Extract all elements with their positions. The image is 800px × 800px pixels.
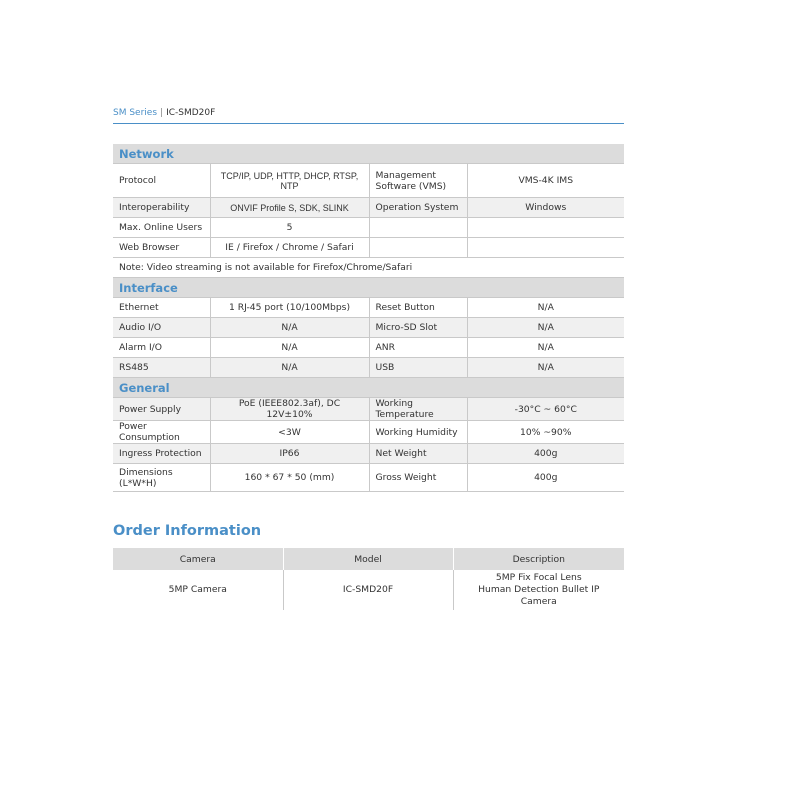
spec-value: <3W bbox=[210, 421, 369, 444]
spec-value bbox=[467, 238, 624, 258]
spec-value: -30°C ~ 60°C bbox=[467, 398, 624, 421]
spec-row-alarm bbox=[113, 338, 624, 358]
section-general bbox=[113, 378, 624, 398]
order-camera: 5MP Camera bbox=[113, 570, 283, 610]
spec-label bbox=[369, 238, 467, 258]
section-title-network: Network bbox=[113, 144, 624, 164]
order-header-row bbox=[113, 548, 624, 570]
spec-label: Web Browser bbox=[113, 238, 210, 258]
section-title-interface: Interface bbox=[113, 278, 624, 298]
spec-value: 5 bbox=[210, 218, 369, 238]
spec-value: TCP/IP, UDP, HTTP, DHCP, RTSP, NTP bbox=[210, 164, 369, 198]
spec-row-power-supply bbox=[113, 398, 624, 421]
spec-label: Operation System bbox=[369, 198, 467, 218]
spec-value: 400g bbox=[467, 464, 624, 492]
spec-label bbox=[369, 218, 467, 238]
spec-value: ONVIF Profile S, SDK, SLINK bbox=[210, 198, 369, 218]
section-interface bbox=[113, 278, 624, 298]
spec-label: Interoperability bbox=[113, 198, 210, 218]
order-description-line: 5MP Fix Focal Lens bbox=[495, 572, 582, 583]
spec-value: PoE (IEEE802.3af), DC 12V±10% bbox=[210, 398, 369, 421]
spec-label: ANR bbox=[369, 338, 467, 358]
spec-row-max-users bbox=[113, 218, 624, 238]
model-name: IC-SMD20F bbox=[166, 108, 216, 118]
spec-value: N/A bbox=[467, 318, 624, 338]
spec-label: Working Temperature bbox=[369, 398, 467, 421]
spec-value: N/A bbox=[210, 318, 369, 338]
spec-label: Power Supply bbox=[113, 398, 210, 421]
spec-value: IE / Firefox / Chrome / Safari bbox=[210, 238, 369, 258]
spec-label: Audio I/O bbox=[113, 318, 210, 338]
spec-label: Management Software (VMS) bbox=[369, 164, 467, 198]
spec-value: N/A bbox=[210, 338, 369, 358]
spec-value: 10% ~90% bbox=[467, 421, 624, 444]
spec-value: N/A bbox=[467, 298, 624, 318]
spec-label: Net Weight bbox=[369, 444, 467, 464]
document-header bbox=[113, 108, 624, 124]
spec-row-protocol bbox=[113, 164, 624, 198]
spec-label: Gross Weight bbox=[369, 464, 467, 492]
spec-label: Power Consumption bbox=[113, 421, 210, 444]
spec-label: Working Humidity bbox=[369, 421, 467, 444]
spec-value: N/A bbox=[467, 338, 624, 358]
order-table bbox=[113, 548, 624, 610]
spec-value: N/A bbox=[210, 358, 369, 378]
order-model: IC-SMD20F bbox=[283, 570, 453, 610]
spec-value: 1 RJ-45 port (10/100Mbps) bbox=[210, 298, 369, 318]
header-separator: | bbox=[160, 108, 164, 118]
spec-row-ethernet bbox=[113, 298, 624, 318]
spec-table bbox=[113, 144, 624, 492]
spec-row-audio bbox=[113, 318, 624, 338]
order-header-model: Model bbox=[283, 548, 453, 570]
spec-value: Windows bbox=[467, 198, 624, 218]
spec-label: Protocol bbox=[113, 164, 210, 198]
spec-value bbox=[467, 218, 624, 238]
order-row bbox=[113, 570, 624, 610]
section-title-general: General bbox=[113, 378, 624, 398]
network-note-row bbox=[113, 258, 624, 278]
spec-value: VMS-4K IMS bbox=[467, 164, 624, 198]
section-network bbox=[113, 144, 624, 164]
order-header-camera: Camera bbox=[113, 548, 283, 570]
spec-label: Ethernet bbox=[113, 298, 210, 318]
spec-label: Max. Online Users bbox=[113, 218, 210, 238]
spec-label: RS485 bbox=[113, 358, 210, 378]
spec-value: IP66 bbox=[210, 444, 369, 464]
spec-value: 160 * 67 * 50 (mm) bbox=[210, 464, 369, 492]
spec-label: Ingress Protection bbox=[113, 444, 210, 464]
spec-row-rs485 bbox=[113, 358, 624, 378]
spec-label: Dimensions (L*W*H) bbox=[113, 464, 210, 492]
spec-row-interoperability bbox=[113, 198, 624, 218]
spec-row-dimensions bbox=[113, 464, 624, 492]
spec-row-ingress bbox=[113, 444, 624, 464]
spec-row-power-consumption bbox=[113, 421, 624, 444]
series-name: SM Series bbox=[113, 108, 158, 118]
network-note: Note: Video streaming is not available for Firefox/Chrome/Safari bbox=[113, 258, 624, 278]
order-description-line: Human Detection Bullet IP bbox=[478, 584, 600, 595]
spec-row-web-browser bbox=[113, 238, 624, 258]
spec-label: USB bbox=[369, 358, 467, 378]
order-information-title: Order Information bbox=[113, 523, 262, 539]
spec-value: N/A bbox=[467, 358, 624, 378]
order-description-line: Camera bbox=[520, 596, 557, 607]
order-header-description: Description bbox=[453, 548, 624, 570]
spec-label: Reset Button bbox=[369, 298, 467, 318]
spec-value: 400g bbox=[467, 444, 624, 464]
spec-label: Alarm I/O bbox=[113, 338, 210, 358]
order-description bbox=[453, 570, 624, 610]
spec-label: Micro-SD Slot bbox=[369, 318, 467, 338]
